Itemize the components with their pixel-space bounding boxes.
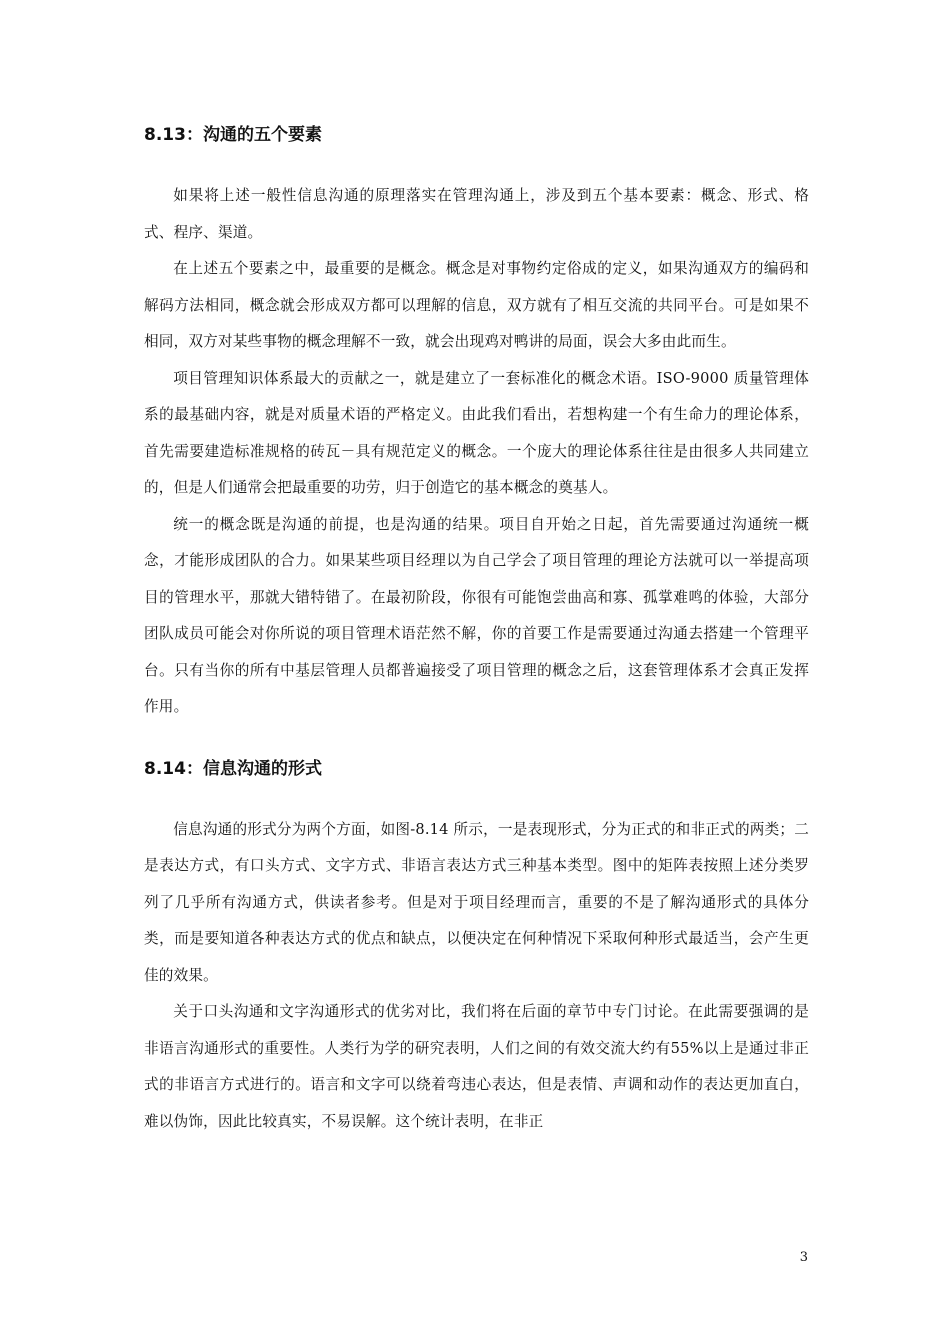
section-8-14: [144, 754, 809, 1141]
section-heading: 8.13：沟通的五个要素: [144, 125, 322, 145]
paragraph: 统一的概念既是沟通的前提，也是沟通的结果。项目自开始之日起，首先需要通过沟通统一概念，才能形成团队的合力。如果某些项目经理以为自己学会了项目管理的理论方法就可以一举提高项目的管理水平，那就大错特错了。在最初阶段，你很有可能饱尝曲高和寡、孤掌难鸣的体验，大部分团队成员可能会对你所说的项目管理术语茫然不解，你的首要工作是需要通过沟通去搭建一个管理平台。只有当你的所有中基层管理人员都普遍接受了项目管理的概念之后，这套管理体系才会真正发挥作用。: [144, 515, 809, 715]
page-number: 3: [799, 1250, 808, 1265]
section-8-13: [144, 120, 809, 726]
paragraph: 项目管理知识体系最大的贡献之一，就是建立了一套标准化的概念术语。ISO-9000 质量管理体系的最基础内容，就是对质量术语的严格定义。由此我们看出，若想构建一个有生命力的理论体系，首先需要建造标准规格的砖瓦－具有规范定义的概念。一个庞大的理论体系往往是由很多人共同建立的，但是人们通常会把最重要的功劳，归于创造它的基本概念的奠基人。: [144, 369, 809, 496]
section-heading: 8.14：信息沟通的形式: [144, 758, 322, 779]
paragraph: 如果将上述一般性信息沟通的原理落实在管理沟通上，涉及到五个基本要素：概念、形式、格式、程序、渠道。: [144, 187, 809, 241]
paragraph: 在上述五个要素之中，最重要的是概念。概念是对事物约定俗成的定义，如果沟通双方的编码和解码方法相同，概念就会形成双方都可以理解的信息，双方就有了相互交流的共同平台。可是如果不相同，双方对某些事物的概念理解不一致，就会出现鸡对鸭讲的局面，误会大多由此而生。: [144, 260, 809, 350]
paragraph: 信息沟通的形式分为两个方面，如图-8.14 所示，一是表现形式，分为正式的和非正式的两类；二是表达方式，有口头方式、文字方式、非语言表达方式三种基本类型。图中的矩阵表按照上述分类罗列了几乎所有沟通方式，供读者参考。但是对于项目经理而言，重要的不是了解沟通形式的具体分类，而是要知道各种表达方式的优点和缺点，以便决定在何种情况下采取何种形式最适当，会产生更佳的效果。: [144, 820, 809, 984]
page-content: [144, 120, 809, 1140]
paragraph: 关于口头沟通和文字沟通形式的优劣对比，我们将在后面的章节中专门讨论。在此需要强调的是非语言沟通形式的重要性。人类行为学的研究表明，人们之间的有效交流大约有55%以上是通过非正式的非语言方式进行的。语言和文字可以绕着弯违心表达，但是表情、声调和动作的表达更加直白，难以伪饰，因此比较真实，不易误解。这个统计表明，在非正: [144, 1003, 809, 1130]
